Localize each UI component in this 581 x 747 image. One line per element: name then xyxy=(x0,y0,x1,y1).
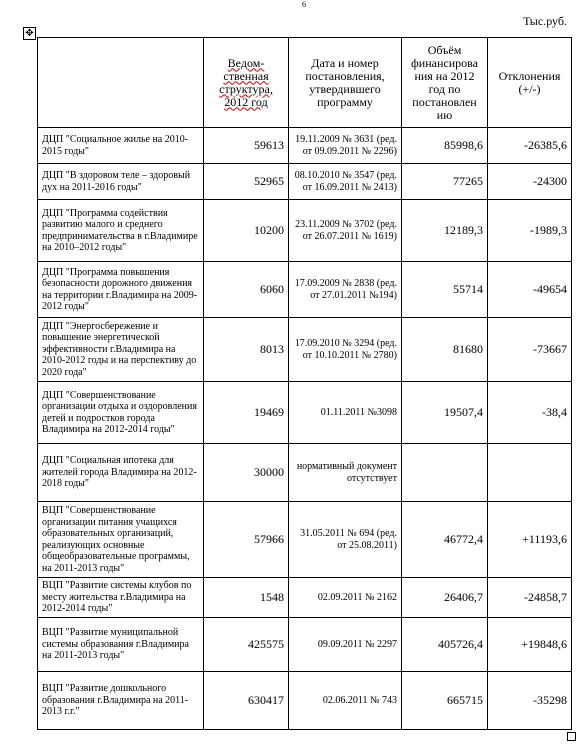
table-row xyxy=(38,672,572,730)
financing-cell: 26406,7 xyxy=(402,578,488,618)
structure-cell: 425575 xyxy=(204,618,289,672)
deviation-cell: -1989,3 xyxy=(488,200,572,262)
financing-cell: 12189,3 xyxy=(402,200,488,262)
decree-cell: нормативный документ отсутствует xyxy=(289,444,402,502)
header-financing: Объём финансирова ния на 2012 год по постановлен ию xyxy=(402,38,488,128)
deviation-cell: -24300 xyxy=(488,164,572,200)
financing-cell: 665715 xyxy=(402,672,488,730)
deviation-cell: -38,4 xyxy=(488,382,572,444)
decree-cell: 09.09.2011 № 2297 xyxy=(289,618,402,672)
structure-cell: 52965 xyxy=(204,164,289,200)
table-row xyxy=(38,444,572,502)
structure-cell: 10200 xyxy=(204,200,289,262)
financing-cell: 55714 xyxy=(402,262,488,318)
deviation-cell: -24858,7 xyxy=(488,578,572,618)
program-cell: ДЦП "Энергосбережение и повышение энергетической эффективности г.Владимира на 2010-2012 годы и на перспективу до 2020 года" xyxy=(38,318,204,382)
structure-cell: 30000 xyxy=(204,444,289,502)
deviation-cell xyxy=(488,444,572,502)
program-cell: ВЦП "Развитие муниципальной системы образования г.Владимира на 2011-2013 годы" xyxy=(38,618,204,672)
financing-cell: 405726,4 xyxy=(402,618,488,672)
program-cell: ВЦП "Совершенствование организации питания учащихся образовательных организаций, реализующих основные общеобразовательные программы, на 2011-2013 годы" xyxy=(38,502,204,578)
decree-cell: 23.11.2009 № 3702 (ред. от 26.07.2011 № 1619) xyxy=(289,200,402,262)
page-mark: 6 xyxy=(302,0,306,9)
table-row xyxy=(38,200,572,262)
program-cell: ВЦП "Развитие системы клубов по месту жительства г.Владимира на 2012-2014 годы" xyxy=(38,578,204,618)
header-departmental-structure: Ведом-ственная структура, 2012 год xyxy=(204,38,289,128)
table-end-marker xyxy=(567,732,576,741)
table-row xyxy=(38,618,572,672)
move-cross-icon[interactable]: ✥ xyxy=(23,27,36,40)
deviation-cell: +11193,6 xyxy=(488,502,572,578)
program-cell: ДЦП "Социальная ипотека для жителей города Владимира на 2012-2018 годы" xyxy=(38,444,204,502)
program-cell: ДЦП "Социальное жилье на 2010-2015 годы" xyxy=(38,128,204,164)
decree-cell: 17.09.2010 № 3294 (ред. от 10.10.2011 № 2780) xyxy=(289,318,402,382)
deviation-cell: -49654 xyxy=(488,262,572,318)
financing-cell: 19507,4 xyxy=(402,382,488,444)
table-row xyxy=(38,318,572,382)
program-cell: ВЦП "Развитие дошкольного образования г.Владимира на 2011-2013 г.г." xyxy=(38,672,204,730)
financing-cell: 77265 xyxy=(402,164,488,200)
deviation-cell: -35298 xyxy=(488,672,572,730)
header-deviation: Отклонения (+/-) xyxy=(488,38,572,128)
decree-cell: 31.05.2011 № 694 (ред. от 25.08.2011) xyxy=(289,502,402,578)
financing-cell: 85998,6 xyxy=(402,128,488,164)
deviation-cell: -26385,6 xyxy=(488,128,572,164)
decree-cell: 08.10.2010 № 3547 (ред. от 16.09.2011 № 2413) xyxy=(289,164,402,200)
financing-cell xyxy=(402,444,488,502)
table-row xyxy=(38,502,572,578)
structure-cell: 1548 xyxy=(204,578,289,618)
table-row xyxy=(38,382,572,444)
structure-cell: 59613 xyxy=(204,128,289,164)
table-row xyxy=(38,164,572,200)
table-row xyxy=(38,128,572,164)
header-program xyxy=(38,38,204,128)
program-cell: ДЦП "Совершенствование организации отдыха и оздоровления детей и подростков города Владимира на 2012-2014 годы" xyxy=(38,382,204,444)
deviation-cell: -73667 xyxy=(488,318,572,382)
decree-cell: 02.09.2011 № 2162 xyxy=(289,578,402,618)
structure-cell: 630417 xyxy=(204,672,289,730)
table-row xyxy=(38,262,572,318)
structure-cell: 19469 xyxy=(204,382,289,444)
table-row xyxy=(38,578,572,618)
financing-cell: 81680 xyxy=(402,318,488,382)
program-cell: ДЦП "В здоровом теле – здоровый дух на 2011-2016 годы" xyxy=(38,164,204,200)
table-header-row xyxy=(38,38,572,128)
decree-cell: 02.06.2011 № 743 xyxy=(289,672,402,730)
structure-cell: 57966 xyxy=(204,502,289,578)
financing-cell: 46772,4 xyxy=(402,502,488,578)
header-decree: Дата и номер постановления, утвердившего программу xyxy=(289,38,402,128)
structure-cell: 8013 xyxy=(204,318,289,382)
unit-label: Тыс.руб. xyxy=(523,14,567,28)
decree-cell: 17.09.2009 № 2838 (ред. от 27.01.2011 №194) xyxy=(289,262,402,318)
deviation-cell: +19848,6 xyxy=(488,618,572,672)
decree-cell: 01.11.2011 №3098 xyxy=(289,382,402,444)
program-cell: ДЦП "Программа содействия развитию малого и среднего предпринимательства в г.Владимире на 2010–2012 годы" xyxy=(38,200,204,262)
structure-cell: 6060 xyxy=(204,262,289,318)
decree-cell: 19.11.2009 № 3631 (ред. от 09.09.2011 № 2296) xyxy=(289,128,402,164)
program-cell: ДЦП "Программа повышения безопасности дорожного движения на территории г.Владимира на 2009-2012 годы" xyxy=(38,262,204,318)
financing-table xyxy=(37,37,572,730)
